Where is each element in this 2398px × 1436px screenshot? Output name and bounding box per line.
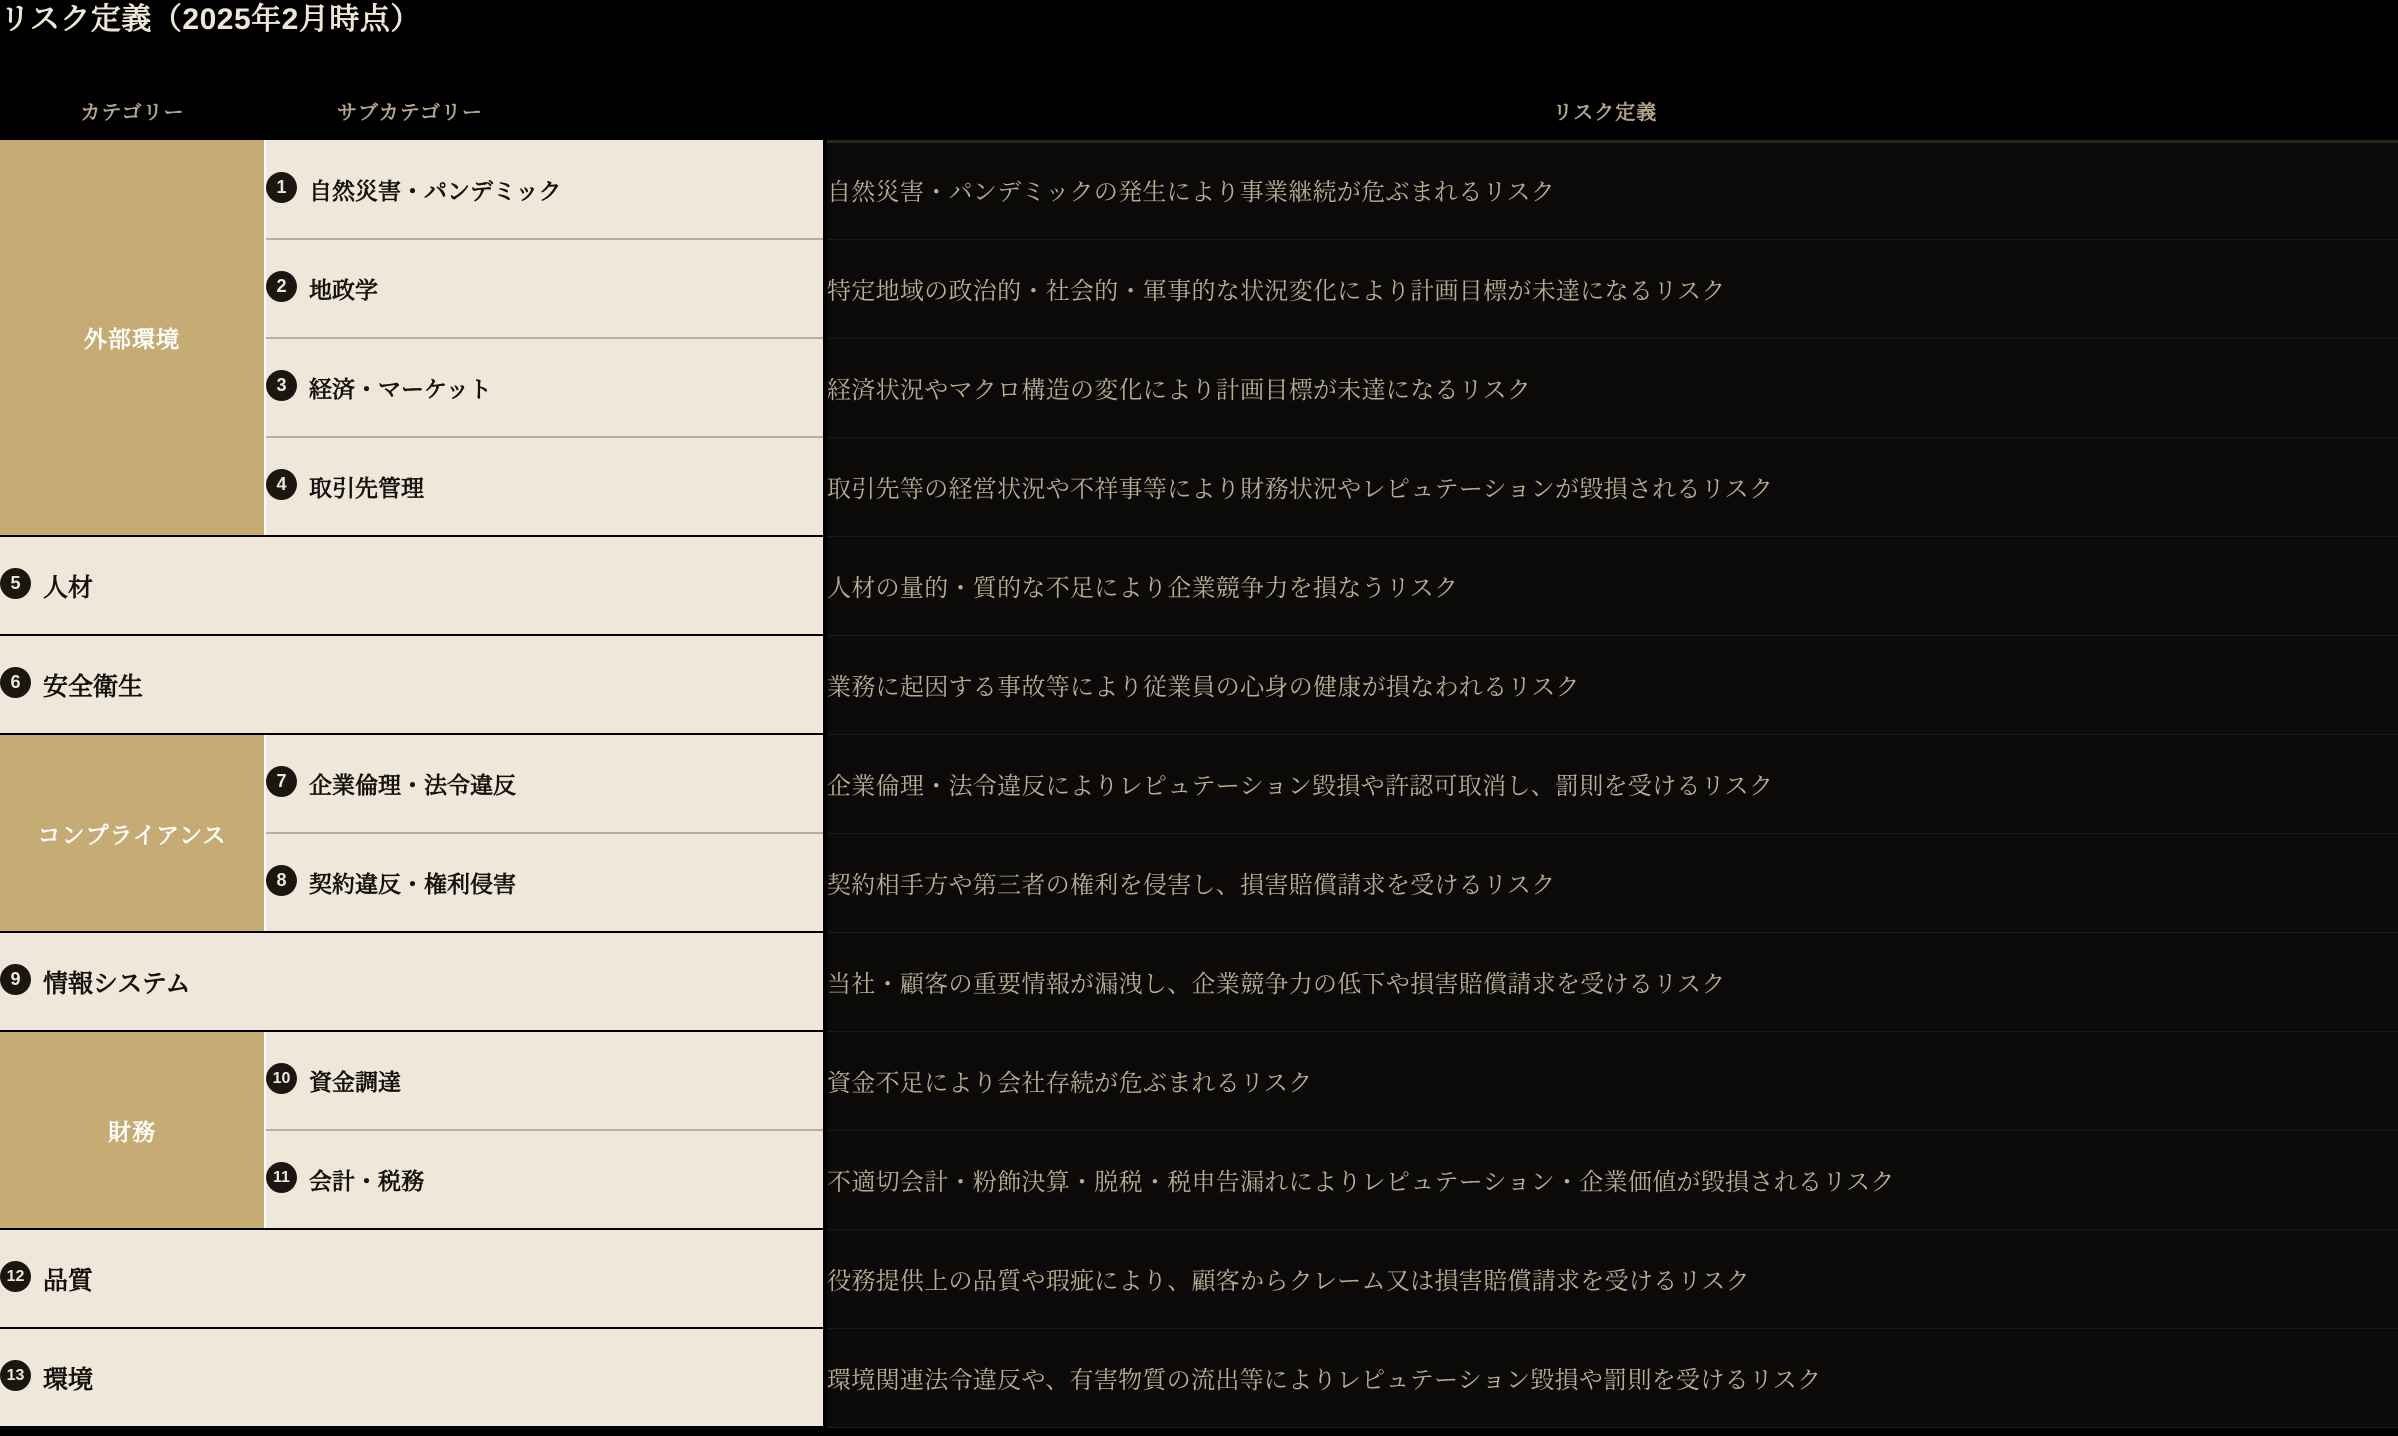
risk-definition-cell: 業務に起因する事故等により従業員の心身の健康が損なわれるリスク bbox=[827, 635, 2398, 734]
subcategory-label: 資金調達 bbox=[309, 1069, 401, 1095]
risk-number-badge: 2 bbox=[266, 271, 297, 302]
risk-number-badge: 7 bbox=[266, 766, 297, 797]
category-cell: 財務 bbox=[0, 1031, 265, 1229]
risk-definition-cell: 資金不足により会社存続が危ぶまれるリスク bbox=[827, 1031, 2398, 1130]
risk-definition-cell: 経済状況やマクロ構造の変化により計画目標が未達になるリスク bbox=[827, 338, 2398, 437]
risk-number-badge: 12 bbox=[0, 1261, 31, 1292]
table-body bbox=[0, 140, 2398, 1427]
risk-definition-table bbox=[0, 140, 2398, 1428]
subcategory-label: 取引先管理 bbox=[309, 475, 424, 501]
table-row bbox=[0, 932, 2398, 1031]
risk-definition-cell: 特定地域の政治的・社会的・軍事的な状況変化により計画目標が未達になるリスク bbox=[827, 239, 2398, 338]
subcategory-label: 経済・マーケット bbox=[309, 376, 492, 402]
subcategory-cell bbox=[265, 140, 823, 239]
subcategory-cell bbox=[265, 734, 823, 833]
risk-number-badge: 8 bbox=[266, 865, 297, 896]
subcategory-cell bbox=[265, 833, 823, 932]
table-row bbox=[0, 338, 2398, 437]
risk-definition-cell: 役務提供上の品質や瑕疵により、顧客からクレーム又は損害賠償請求を受けるリスク bbox=[827, 1229, 2398, 1328]
subcategory-label: 会計・税務 bbox=[309, 1168, 424, 1194]
risk-definition-cell: 取引先等の経営状況や不祥事等により財務状況やレピュテーションが毀損されるリスク bbox=[827, 437, 2398, 536]
subcategory-cell bbox=[265, 338, 823, 437]
subcategory-cell bbox=[265, 1031, 823, 1130]
risk-number-badge: 1 bbox=[266, 172, 297, 203]
category-label: 情報システム bbox=[43, 969, 191, 998]
subcategory-label: 企業倫理・法令違反 bbox=[309, 772, 516, 798]
category-label: 安全衛生 bbox=[43, 672, 144, 701]
risk-number-badge: 13 bbox=[0, 1360, 31, 1391]
category-label: 人材 bbox=[43, 573, 94, 602]
category-cell: 外部環境 bbox=[0, 140, 265, 536]
table-row bbox=[0, 1328, 2398, 1427]
category-label: 品質 bbox=[43, 1266, 94, 1295]
table-row bbox=[0, 1130, 2398, 1229]
table-row bbox=[0, 1229, 2398, 1328]
risk-definition-cell: 企業倫理・法令違反によりレピュテーション毀損や許認可取消し、罰則を受けるリスク bbox=[827, 734, 2398, 833]
risk-number-badge: 6 bbox=[0, 667, 31, 698]
page-title: リスク定義（2025年2月時点） bbox=[0, 3, 421, 36]
risk-definition-cell: 不適切会計・粉飾決算・脱税・税申告漏れによりレピュテーション・企業価値が毀損されるリスク bbox=[827, 1130, 2398, 1229]
risk-definition-cell: 人材の量的・質的な不足により企業競争力を損なうリスク bbox=[827, 536, 2398, 635]
risk-definition-cell: 自然災害・パンデミックの発生により事業継続が危ぶまれるリスク bbox=[827, 140, 2398, 239]
table-row bbox=[0, 140, 2398, 239]
risk-number-badge: 3 bbox=[266, 370, 297, 401]
subcategory-label: 地政学 bbox=[309, 277, 378, 303]
table-row bbox=[0, 437, 2398, 536]
table-row bbox=[0, 734, 2398, 833]
column-header-category: カテゴリー bbox=[80, 102, 185, 124]
column-header-subcategory: サブカテゴリー bbox=[337, 102, 483, 124]
category-cell-full bbox=[0, 536, 823, 635]
category-label: 環境 bbox=[43, 1365, 94, 1394]
table-row bbox=[0, 833, 2398, 932]
column-header-risk-definition: リスク定義 bbox=[1552, 102, 1658, 124]
category-cell-full bbox=[0, 1229, 823, 1328]
subcategory-cell bbox=[265, 239, 823, 338]
category-cell: コンプライアンス bbox=[0, 734, 265, 932]
subcategory-label: 自然災害・パンデミック bbox=[309, 177, 562, 204]
table-row bbox=[0, 536, 2398, 635]
category-cell-full bbox=[0, 1328, 823, 1427]
risk-number-badge: 4 bbox=[266, 469, 297, 500]
category-cell-full bbox=[0, 635, 823, 734]
table-row bbox=[0, 635, 2398, 734]
risk-definition-cell: 契約相手方や第三者の権利を侵害し、損害賠償請求を受けるリスク bbox=[827, 833, 2398, 932]
table-row bbox=[0, 239, 2398, 338]
risk-definition-cell: 当社・顧客の重要情報が漏洩し、企業競争力の低下や損害賠償請求を受けるリスク bbox=[827, 932, 2398, 1031]
risk-number-badge: 10 bbox=[266, 1063, 297, 1094]
subcategory-label: 契約違反・権利侵害 bbox=[309, 871, 516, 897]
risk-number-badge: 9 bbox=[0, 964, 31, 995]
subcategory-cell bbox=[265, 437, 823, 536]
category-cell-full bbox=[0, 932, 823, 1031]
risk-definition-cell: 環境関連法令違反や、有害物質の流出等によりレピュテーション毀損や罰則を受けるリスク bbox=[827, 1328, 2398, 1427]
risk-number-badge: 5 bbox=[0, 568, 31, 599]
subcategory-cell bbox=[265, 1130, 823, 1229]
table-row bbox=[0, 1031, 2398, 1130]
risk-number-badge: 11 bbox=[266, 1162, 297, 1193]
